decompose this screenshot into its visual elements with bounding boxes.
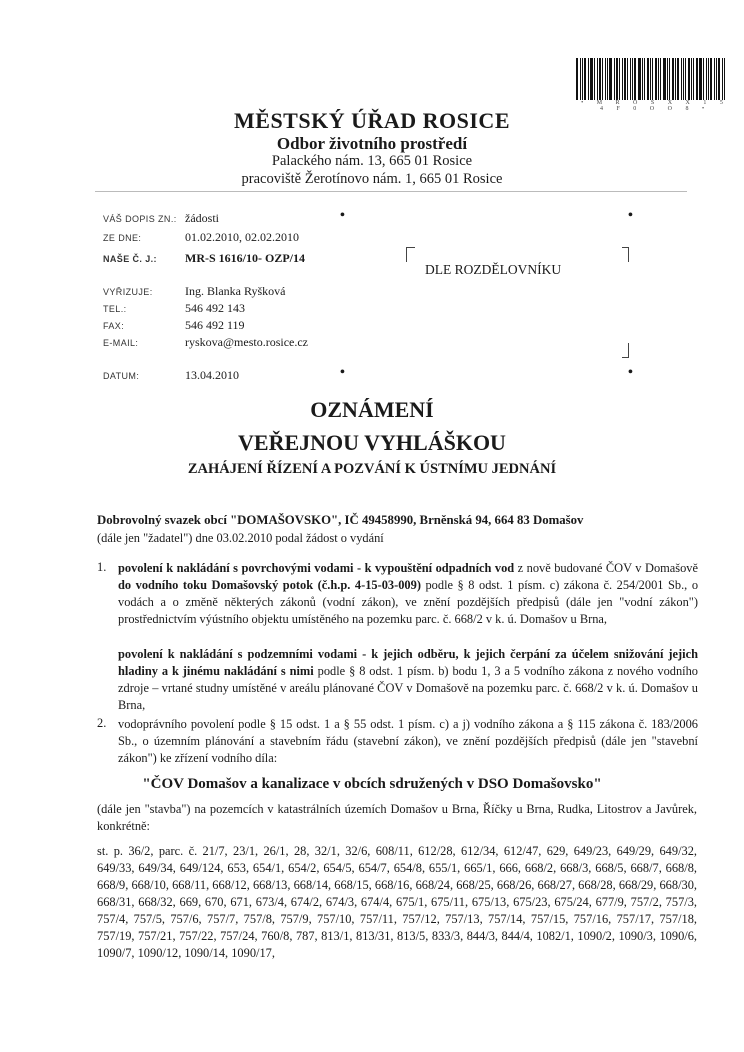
item1-text: z nově budované ČOV v Domašově	[514, 561, 698, 575]
barcode-bar	[609, 58, 612, 100]
barcode-bar	[691, 58, 692, 100]
datum-label: DATUM:	[103, 371, 140, 381]
barcode-bar	[622, 58, 623, 100]
barcode-bar	[658, 58, 659, 100]
barcode-bar	[627, 58, 628, 100]
header-divider	[95, 191, 687, 192]
item1-text: podle § 8 odst. 1 písm. c) zákona č. 254/2001 Sb., o vodách a o změně některých zákonů (vodní zákon), ve znění pozdějších předpisů (dále jen "vodní zákon") prostřednictvím výústního objektu umístěného na pozemku parc. č. 668/2 v k. ú. Domašov u Brna,	[118, 578, 699, 626]
barcode-bar	[681, 58, 682, 100]
barcode-bar	[714, 58, 715, 100]
barcode-bar	[588, 58, 589, 100]
office-name: MĚSTSKÝ ÚŘAD ROSICE	[234, 108, 510, 133]
fax-label: FAX:	[103, 321, 125, 331]
barcode-bar	[699, 58, 702, 100]
workplace-address: pracoviště Žerotínovo nám. 1, 665 01 Rosice	[241, 171, 503, 187]
barcode-bar	[647, 58, 649, 100]
barcode-bar	[594, 58, 595, 100]
barcode-text: • M Ř O S X X 1 5 4 F 0 O O 8 •	[581, 100, 729, 112]
barcode-bar	[590, 58, 593, 100]
barcode-bar	[667, 58, 668, 100]
item1-paragraph2	[118, 646, 698, 714]
barcode-bar	[597, 58, 598, 100]
stavba-title: "ČOV Domašov a kanalizace v obcích sdružených v DSO Domašovsko"	[142, 776, 602, 792]
barcode-bar	[677, 58, 679, 100]
barcode-bar	[688, 58, 690, 100]
tel-label: TEL.:	[103, 304, 127, 314]
doc-subtitle: VEŘEJNOU VYHLÁŠKOU	[238, 430, 506, 455]
barcode-bar	[696, 58, 698, 100]
doc-heading: ZAHÁJENÍ ŘÍZENÍ A POZVÁNÍ K ÚSTNÍMU JEDNÁNÍ	[187, 461, 557, 477]
barcode-bar	[683, 58, 684, 100]
barcode-bar	[718, 58, 720, 100]
barcode-bar	[710, 58, 712, 100]
item1-bold: do vodního toku Domašovský potok (č.h.p. 4-15-03-009)	[118, 578, 421, 592]
item2-paragraph: vodoprávního povolení podle § 15 odst. 1 a § 55 odst. 1 písm. c) a j) vodního zákona a § 115 zákona č. 183/2006 Sb., o územním plánování a stavebním řádu (stavební zákon), ve znění pozdějších předpisů (dále jen "stavební zákon") ke zřízení vodního díla:	[118, 717, 698, 765]
vas-dopis-label: VÁŠ DOPIS ZN.:	[103, 214, 177, 224]
barcode-bar	[602, 58, 603, 100]
barcode-bar	[724, 58, 725, 100]
item-number: 2.	[97, 716, 107, 730]
tel-value: 546 492 143	[185, 301, 245, 315]
doc-title: OZNÁMENÍ	[310, 397, 434, 422]
barcode-bar	[619, 58, 620, 100]
submitted: (dále jen "žadatel") dne 03.02.2010 podal žádost o vydání	[97, 531, 384, 545]
ze-dne-value: 01.02.2010, 02.02.2010	[185, 230, 299, 244]
window-mark-dot: •	[340, 365, 345, 380]
barcode-bar	[638, 58, 641, 100]
barcode-bar	[669, 58, 670, 100]
barcode-bar	[675, 58, 676, 100]
fax-value: 546 492 119	[185, 318, 245, 332]
barcode-bar	[632, 58, 633, 100]
window-mark-dot: •	[628, 208, 633, 223]
barcode-bar	[634, 58, 636, 100]
vyrizuje-label: VYŘIZUJE:	[103, 287, 153, 297]
parcel-list: st. p. 36/2, parc. č. 21/7, 23/1, 26/1, 28, 32/1, 32/6, 608/11, 612/28, 612/34, 612/47, 629, 649/23, 649/29, 649/32, 649/33, 649/34, 649/124, 653, 654/1, 654/2, 654/5, 654/7, 654/8, 655/1, 665/1, 666, 668/2, 668/3, 668/5, 668/7, 668/8, 668/9, 668/10, 668/11, 668/12, 668/13, 668/14, 668/15, 668/16, 668/24, 668/25, 668/26, 668/27, 668/28, 668/29, 668/30, 668/31, 668/32, 669, 670, 671, 673/4, 674/2, 674/3, 674/4, 675/1, 675/11, 675/13, 675/23, 675/24, 677/9, 757/2, 757/3, 757/4, 757/5, 757/6, 757/7, 757/8, 757/9, 757/10, 757/11, 757/12, 757/13, 757/14, 757/15, 757/16, 757/17, 757/18, 757/19, 757/21, 757/22, 757/24, 760/8, 787, 813/1, 813/31, 813/5, 833/3, 844/3, 844/4, 1082/1, 1090/2, 1090/3, 1090/6, 1090/7, 1090/12, 1090/14, 1090/17,	[97, 844, 697, 960]
recipient: DLE ROZDĚLOVNÍKU	[425, 262, 562, 277]
barcode-bar	[693, 58, 694, 100]
barcode-bar	[614, 58, 615, 100]
office-address: Palackého nám. 13, 665 01 Rosice	[271, 153, 473, 169]
barcode-bar	[655, 58, 657, 100]
barcode-bar	[644, 58, 645, 100]
barcode-bar	[703, 58, 704, 100]
barcode-bar	[576, 58, 578, 100]
window-corner-mark	[406, 247, 415, 262]
nase-cj-value: MR-S 1616/10- OZP/14	[185, 251, 305, 265]
email-value: ryskova@mesto.rosice.cz	[185, 335, 309, 349]
barcode-bar	[663, 58, 666, 100]
window-mark-dot: •	[340, 208, 345, 223]
barcode-bar	[584, 58, 586, 100]
applicant: Dobrovolný svazek obcí "DOMAŠOVSKO", IČ 49458990, Brněnská 94, 664 83 Domašov	[97, 513, 584, 527]
vas-dopis-value: žádosti	[185, 211, 219, 225]
nase-cj-label: NAŠE Č. J.:	[103, 254, 157, 264]
item1-bold: povolení k nakládání s povrchovými vodami - k vypouštění odpadních vod	[118, 561, 515, 575]
barcode-bar	[722, 58, 723, 100]
email-label: E-MAIL:	[103, 338, 139, 348]
datum-value: 13.04.2010	[185, 368, 239, 382]
ze-dne-label: ZE DNE:	[103, 233, 142, 243]
barcode-bar	[605, 58, 606, 100]
stavba-description: (dále jen "stavba") na pozemcích v katastrálních územích Domašov u Brna, Říčky u Brna, Rudka, Litostrov a Javůrek, konkrétně:	[97, 802, 697, 833]
barcode-bar	[630, 58, 631, 100]
barcode-bar	[580, 58, 581, 100]
barcode-bar	[652, 58, 653, 100]
window-corner-mark	[622, 247, 629, 262]
barcode-bar	[708, 58, 709, 100]
barcode-bar	[624, 58, 626, 100]
barcode-bar	[642, 58, 643, 100]
department-name: Odbor životního prostředí	[276, 134, 468, 153]
barcode-bar	[616, 58, 618, 100]
barcode-bar	[660, 58, 661, 100]
barcode-bar	[650, 58, 651, 100]
window-corner-mark	[622, 343, 629, 358]
barcode-bar	[672, 58, 674, 100]
barcode-bar	[685, 58, 686, 100]
barcode-bar	[599, 58, 601, 100]
item1-bold: povolení k nakládání s podzemními vodami - k jejich odběru, k jejich čerpání za účelem snižování jejich hladiny a k jinému nakládání s nimi	[118, 647, 698, 678]
barcode	[576, 58, 730, 100]
barcode-bar	[607, 58, 608, 100]
barcode-bar	[706, 58, 707, 100]
item-number: 1.	[97, 560, 107, 574]
item1-paragraph1	[118, 560, 698, 628]
window-mark-dot: •	[628, 365, 633, 380]
vyrizuje-value: Ing. Blanka Ryšková	[185, 284, 286, 298]
barcode-bar	[582, 58, 583, 100]
item1-text: podle § 8 odst. 1 písm. b) bodu 1, 3 a 5 vodního zákona z nového vodního zdroje – vrtané studny umístěné v areálu plánované ČOV v Domašově na pozemku parc. č. 668/2 v k. ú. Domašov u Brna,	[118, 664, 698, 712]
barcode-bar	[716, 58, 717, 100]
